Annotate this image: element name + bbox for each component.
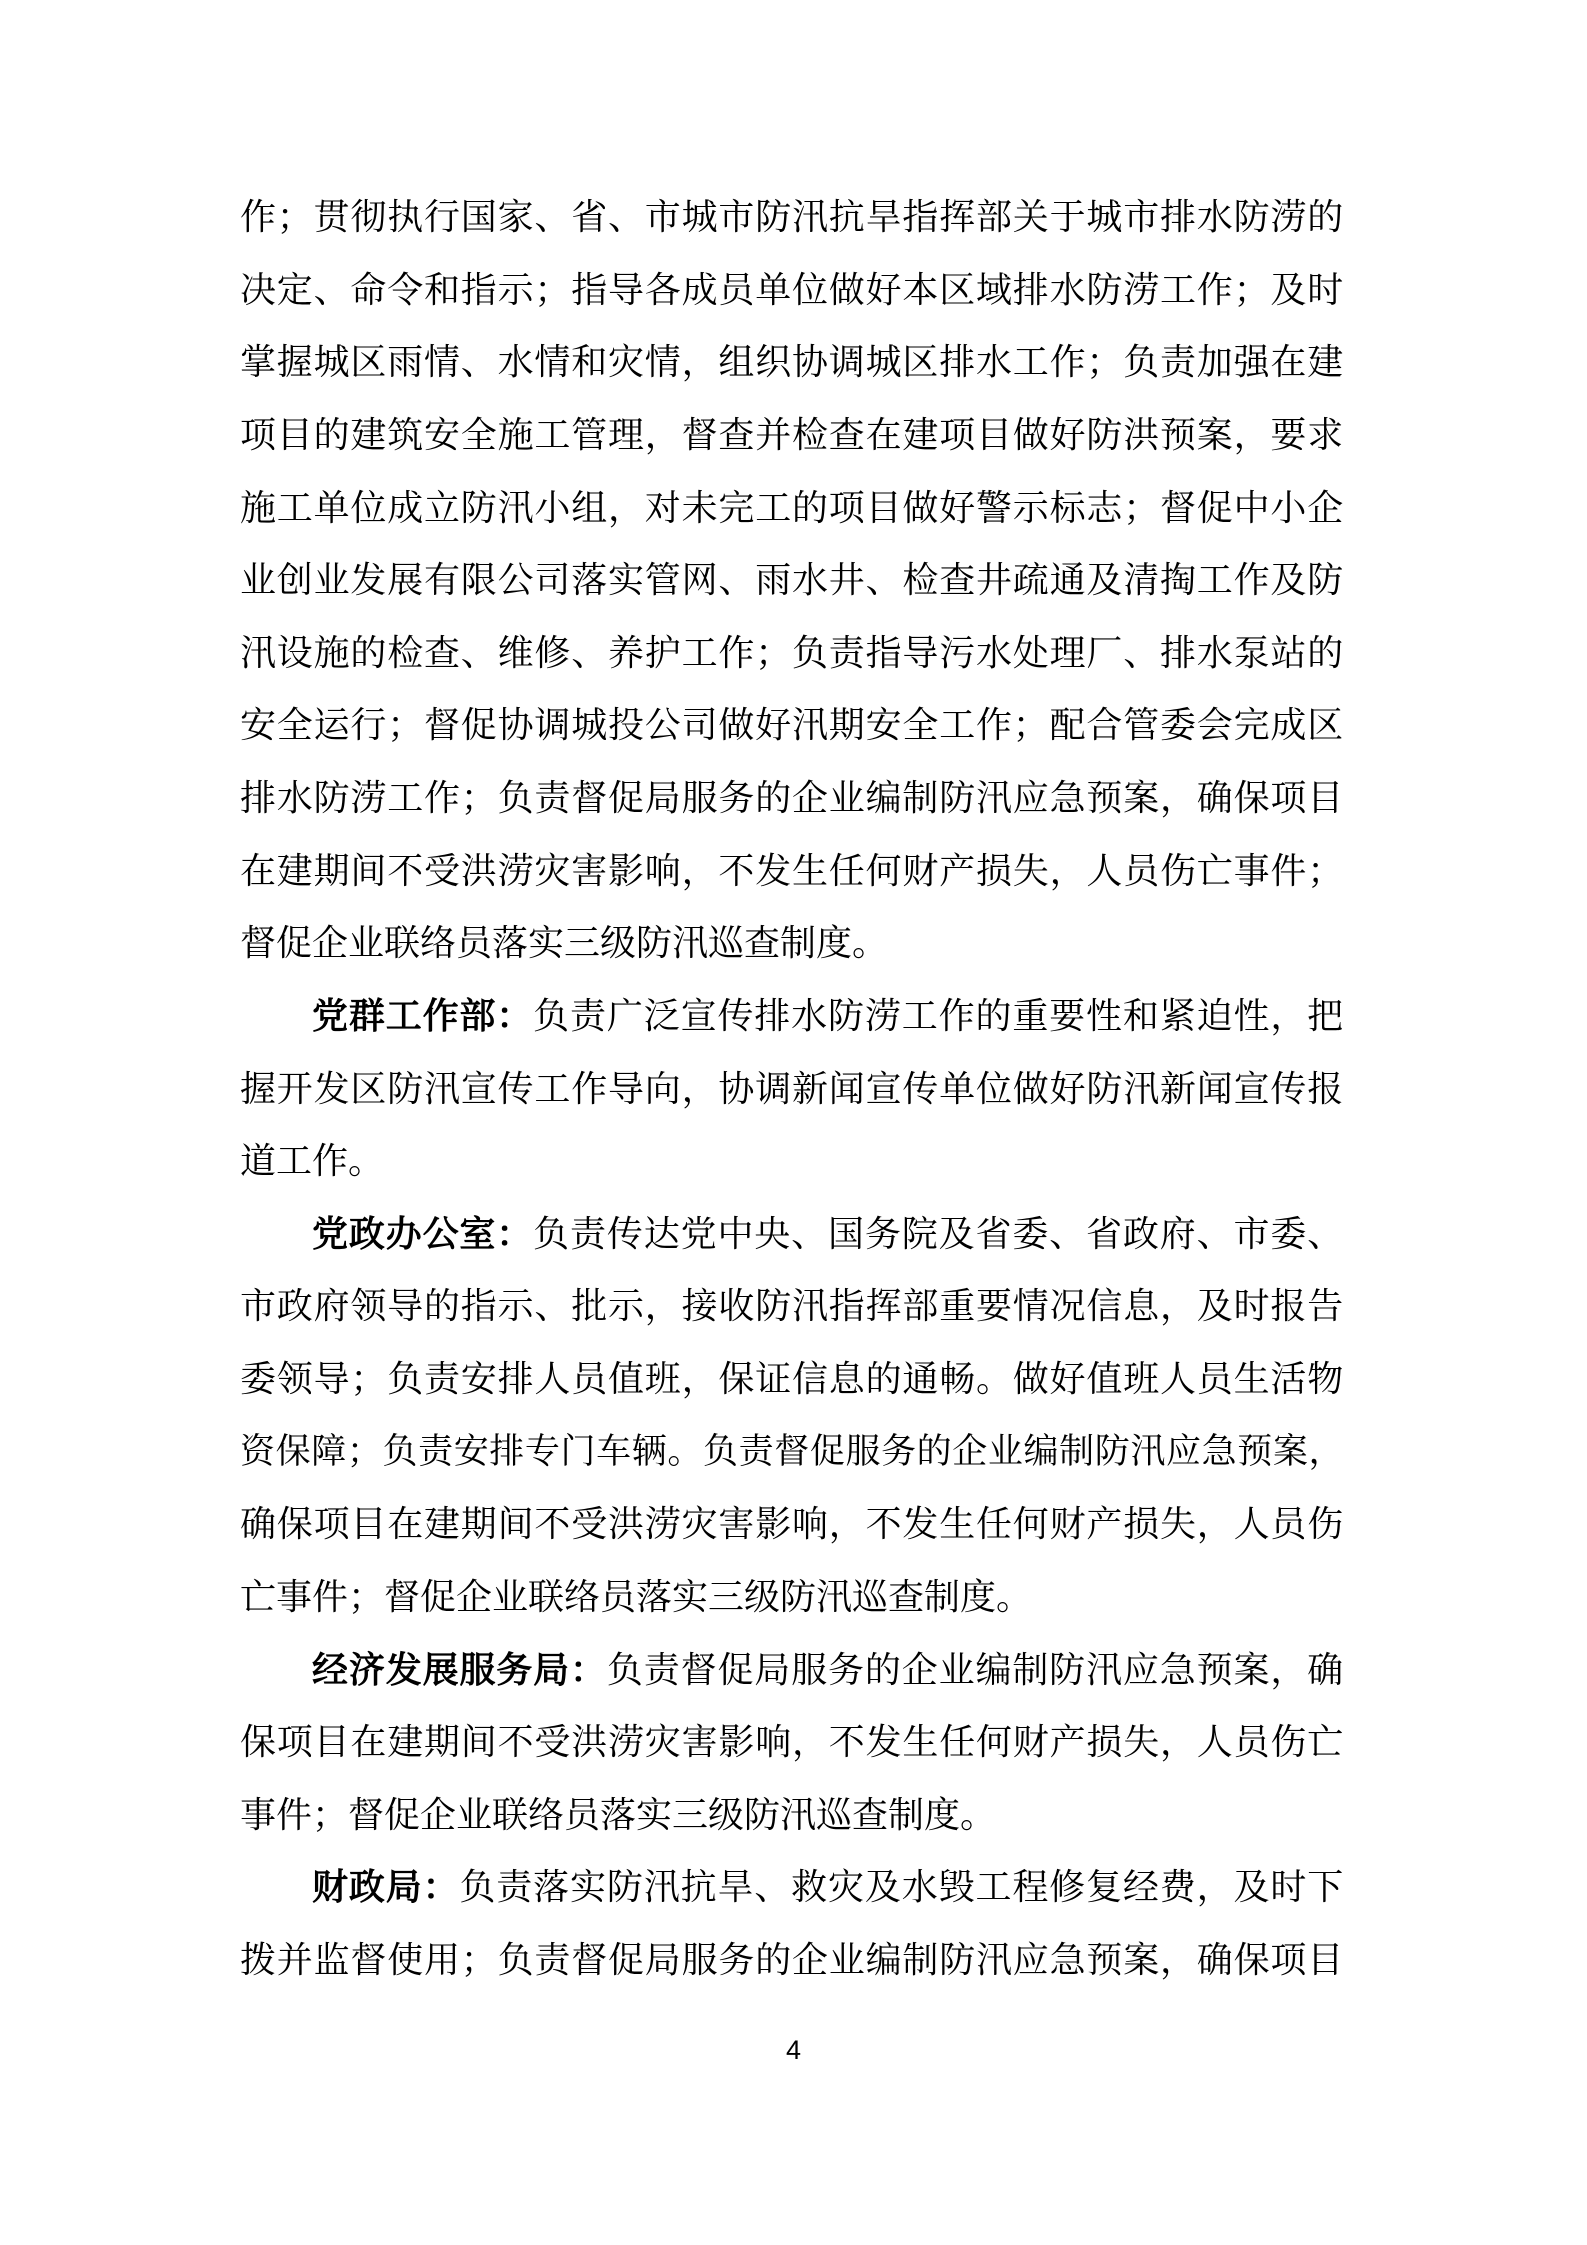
text-line: 亡事件；督促企业联络员落实三级防汛巡查制度。 xyxy=(240,1576,1033,1617)
text-line: 财政局：负责落实防汛抗旱、救灾及水毁工程修复经费，及时下 xyxy=(312,1867,1344,1908)
text-line: 项目的建筑安全施工管理，督查并检查在建项目做好防洪预案，要求 xyxy=(240,414,1345,455)
section-heading: 财政局： xyxy=(312,1867,460,1908)
text-line: 业创业发展有限公司落实管网、雨水井、检查井疏通及清掏工作及防 xyxy=(240,560,1345,601)
text-line: 经济发展服务局：负责督促局服务的企业编制防汛应急预案，确 xyxy=(312,1649,1344,1690)
text-line: 市政府领导的指示、批示，接收防汛指挥部重要情况信息，及时报告 xyxy=(240,1286,1345,1327)
text-line: 确保项目在建期间不受洪涝灾害影响，不发生任何财产损失，人员伤 xyxy=(240,1504,1345,1545)
text-line: 事件；督促企业联络员落实三级防汛巡查制度。 xyxy=(240,1794,997,1835)
text-line: 安全运行；督促协调城投公司做好汛期安全工作；配合管委会完成区 xyxy=(240,705,1345,746)
text-line: 资保障；负责安排专门车辆。负责督促服务的企业编制防汛应急预案， xyxy=(240,1431,1344,1471)
text-line: 督促企业联络员落实三级防汛巡查制度。 xyxy=(240,923,889,964)
text-line: 施工单位成立防汛小组，对未完工的项目做好警示标志；督促中小企 xyxy=(240,487,1345,528)
text-line: 决定、命令和指示；指导各成员单位做好本区域排水防涝工作；及时 xyxy=(240,269,1345,310)
text-line: 保项目在建期间不受洪涝灾害影响，不发生任何财产损失，人员伤亡 xyxy=(240,1722,1345,1763)
text-line: 在建期间不受洪涝灾害影响，不发生任何财产损失，人员伤亡事件； xyxy=(240,850,1345,891)
section-heading: 党群工作部： xyxy=(312,995,534,1036)
page-number: 4 xyxy=(785,2035,802,2065)
section-heading: 党政办公室： xyxy=(312,1213,534,1254)
text-line: 汛设施的检查、维修、养护工作；负责指导污水处理厂、排水泵站的 xyxy=(240,632,1345,673)
text-line: 道工作。 xyxy=(240,1141,385,1182)
text-line: 党政办公室：负责传达党中央、国务院及省委、省政府、市委、 xyxy=(312,1213,1344,1254)
text-block xyxy=(240,181,1344,1997)
text-line: 作；贯彻执行国家、省、市城市防汛抗旱指挥部关于城市排水防涝的 xyxy=(240,197,1345,237)
section-heading: 经济发展服务局： xyxy=(312,1649,607,1690)
text-line: 委领导；负责安排人员值班，保证信息的通畅。做好值班人员生活物 xyxy=(240,1359,1345,1399)
text-line: 排水防涝工作；负责督促局服务的企业编制防汛应急预案，确保项目 xyxy=(240,778,1345,818)
text-line: 握开发区防汛宣传工作导向，协调新闻宣传单位做好防汛新闻宣传报 xyxy=(240,1068,1345,1109)
text-line: 党群工作部：负责广泛宣传排水防涝工作的重要性和紧迫性，把 xyxy=(312,995,1344,1036)
text-line: 掌握城区雨情、水情和灾情，组织协调城区排水工作；负责加强在建 xyxy=(240,342,1345,383)
text-line: 拨并监督使用；负责督促局服务的企业编制防汛应急预案，确保项目 xyxy=(240,1940,1345,1980)
